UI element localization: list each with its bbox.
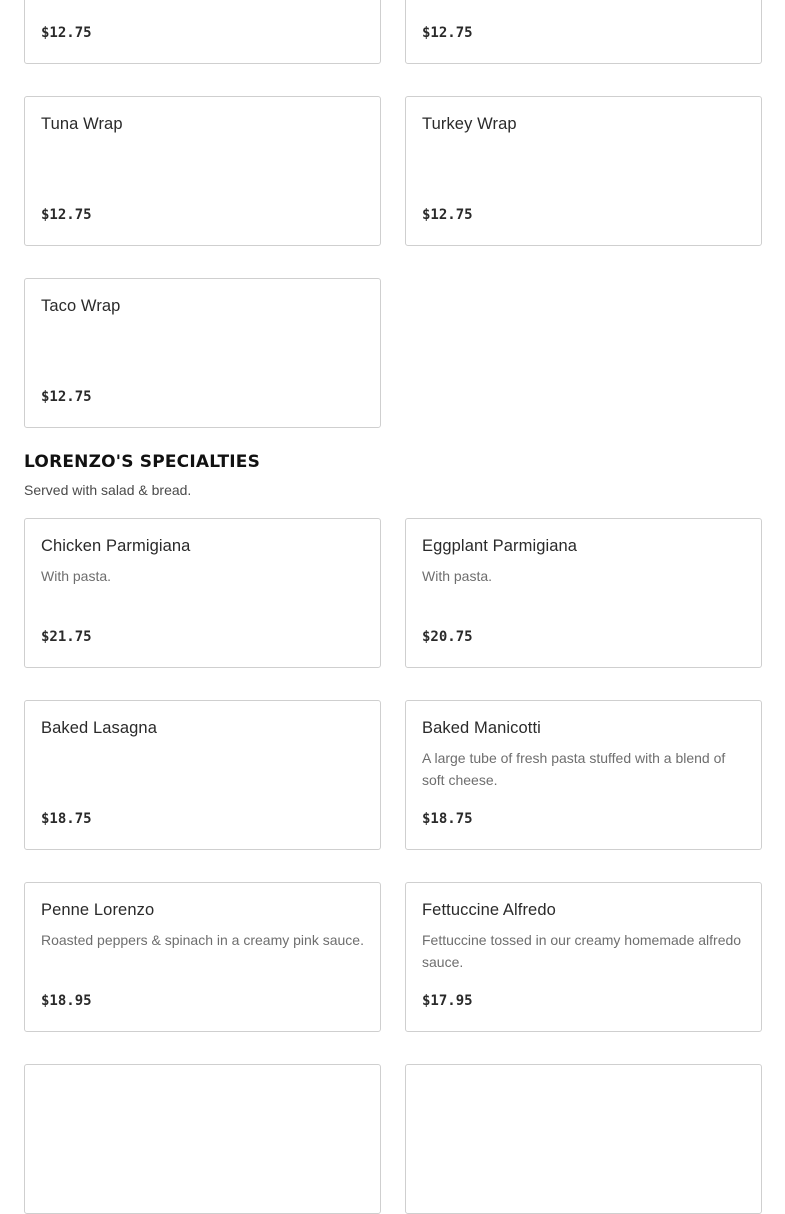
menu-item-card[interactable]	[405, 882, 762, 1032]
menu-item-card[interactable]	[24, 96, 381, 246]
section-subtitle: Served with salad & bread.	[24, 482, 192, 498]
item-price: $18.75	[41, 811, 92, 827]
item-description: Roasted peppers & spinach in a creamy pink sauce.	[41, 932, 364, 948]
section-title: LORENZO'S SPECIALTIES	[24, 452, 261, 472]
item-price: $12.75	[41, 389, 92, 405]
item-price: $12.75	[41, 25, 92, 41]
item-price: $12.75	[422, 207, 473, 223]
menu-item-card[interactable]	[405, 1064, 762, 1214]
item-name: Penne Lorenzo	[41, 901, 155, 919]
menu-item-card[interactable]	[24, 882, 381, 1032]
item-price: $21.75	[41, 629, 92, 645]
menu-item-card[interactable]	[405, 96, 762, 246]
menu-item-card[interactable]	[24, 0, 381, 64]
item-name: Baked Lasagna	[41, 719, 157, 737]
menu-item-card[interactable]	[24, 518, 381, 668]
menu-item-card[interactable]	[24, 1064, 381, 1214]
item-name: Fettuccine Alfredo	[422, 901, 556, 919]
menu-item-card[interactable]	[405, 700, 762, 850]
item-name: Tuna Wrap	[41, 115, 123, 133]
item-name: Taco Wrap	[41, 297, 121, 315]
item-price: $12.75	[422, 25, 473, 41]
item-price: $20.75	[422, 629, 473, 645]
item-price: $17.95	[422, 993, 473, 1009]
item-name: Baked Manicotti	[422, 719, 541, 737]
menu-item-card[interactable]	[405, 0, 762, 64]
item-name: Eggplant Parmigiana	[422, 537, 578, 555]
menu-item-card[interactable]	[24, 700, 381, 850]
item-description: With pasta.	[41, 568, 112, 584]
item-price: $18.95	[41, 993, 92, 1009]
item-name: Chicken Parmigiana	[41, 537, 191, 555]
menu-item-card[interactable]	[405, 518, 762, 668]
item-description: A large tube of fresh pasta stuffed with a blend of soft cheese.	[422, 750, 726, 788]
item-price: $12.75	[41, 207, 92, 223]
item-price: $18.75	[422, 811, 473, 827]
item-description: Fettuccine tossed in our creamy homemade alfredo sauce.	[422, 932, 742, 970]
menu-item-card[interactable]	[24, 278, 381, 428]
item-description: With pasta.	[422, 568, 493, 584]
item-name: Turkey Wrap	[422, 115, 517, 133]
